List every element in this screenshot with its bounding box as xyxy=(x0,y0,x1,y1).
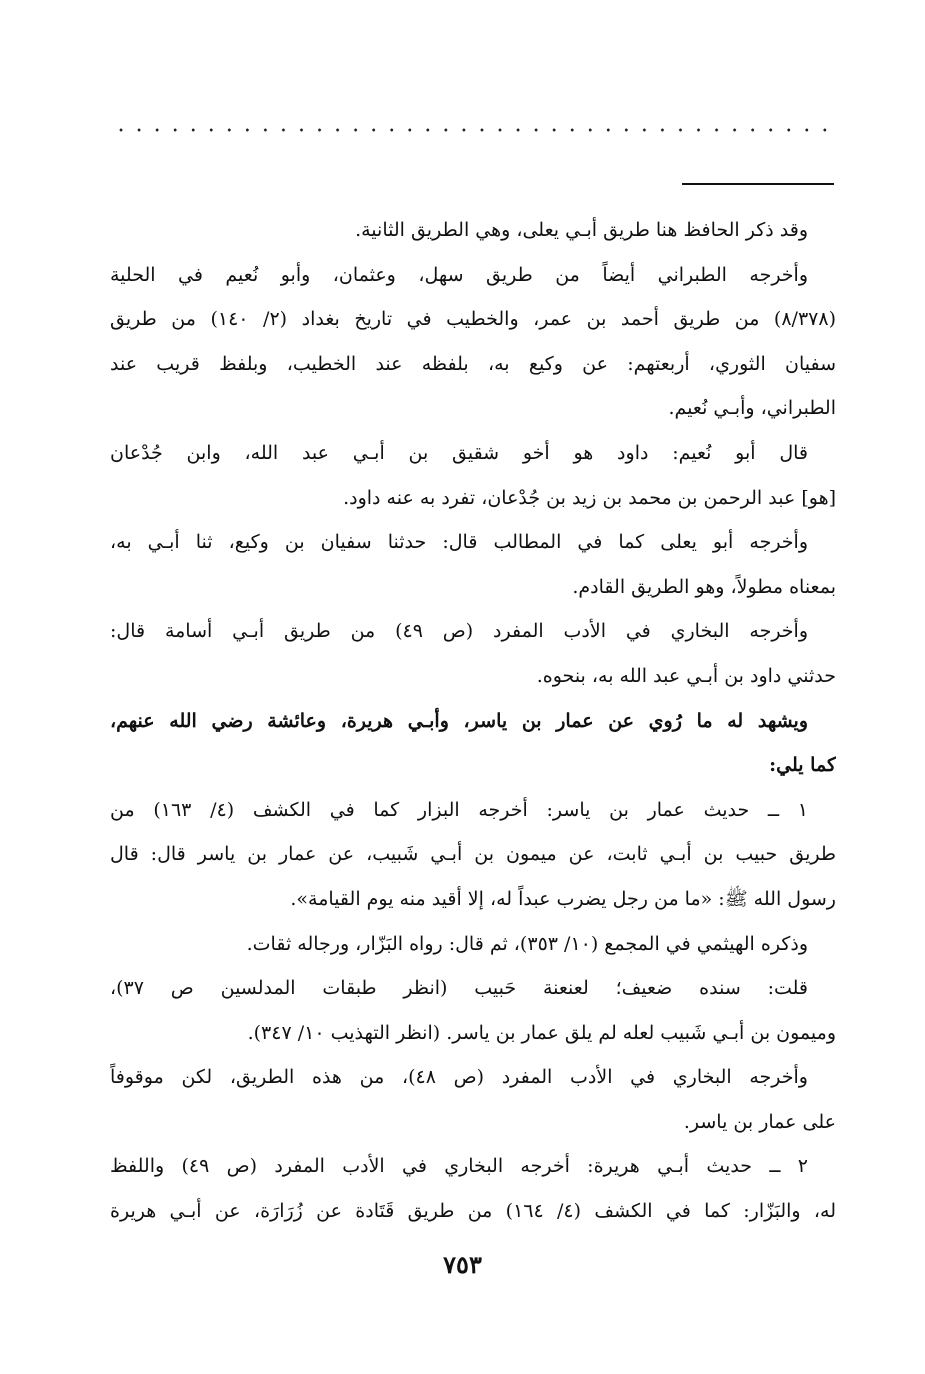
text-line: وأخرجه الطبراني أيضاً من طريق سهل، وعثمان، وأبو نُعيم في الحلية xyxy=(110,263,808,286)
text-line: (٨/٣٧٨) من طريق أحمد بن عمر، والخطيب في تاريخ بغداد (٢/ ١٤٠) من طريق xyxy=(110,308,836,331)
text-line: [هو] عبد الرحمن بن محمد بن زيد بن جُدْعان، تفرد به عنه داود. xyxy=(343,486,836,509)
text-line: على عمار بن ياسر. xyxy=(683,1110,836,1133)
text-line: قال أبو نُعيم: داود هو أخو شقيق بن أبـي عبد الله، وابن جُدْعان xyxy=(110,441,808,464)
text-line: وميمون بن أبـي شَبيب لعله لم يلق عمار بن ياسر. (انظر التهذيب ١٠/ ٣٤٧). xyxy=(247,1021,836,1044)
text-line: بمعناه مطولاً، وهو الطريق القادم. xyxy=(572,575,836,598)
text-line: سفيان الثوري، أربعتهم: عن وكيع به، بلفظه عند الخطيب، وبلفظ قريب عند xyxy=(110,352,836,375)
text-line: وقد ذكر الحافظ هنا طريق أبـي يعلى، وهي الطريق الثانية. xyxy=(355,219,808,241)
text-line: ١ ــ حديث عمار بن ياسر: أخرجه البزار كما في الكشف (٤/ ١٦٣) من xyxy=(110,798,808,821)
text-line: وأخرجه أبو يعلى كما في المطالب قال: حدثنا سفيان بن وكيع، ثنا أبـي به، xyxy=(110,531,808,554)
text-line: الطبراني، وأبـي نُعيم. xyxy=(668,397,836,420)
text-line: وذكره الهيثمي في المجمع (١٠/ ٣٥٣)، ثم قال: رواه البَزّار، ورجاله ثقات. xyxy=(246,932,808,955)
dotted-separator xyxy=(112,126,834,134)
text-line: له، والبَزّار: كما في الكشف (٤/ ١٦٤) من طريق قَتَادة عن زُرَارَة، عن أبـي هريرة xyxy=(110,1200,836,1223)
text-line: كما يلي: xyxy=(769,754,836,777)
text-line: رسول الله ﷺ: «ما من رجل يضرب عبداً له، إلا أقيد منه يوم القيامة». xyxy=(290,887,836,910)
text-line: وأخرجه البخاري في الأدب المفرد (ص ٤٩) من طريق أبـي أسامة قال: xyxy=(110,620,808,643)
text-line: ٢ ــ حديث أبـي هريرة: أخرجه البخاري في الأدب المفرد (ص ٤٩) واللفظ xyxy=(110,1155,808,1178)
text-line: طريق حبيب بن أبـي ثابت، عن ميمون بن أبـي شَبيب، عن عمار بن ياسر قال: قال xyxy=(110,843,836,866)
footnote-text xyxy=(110,208,836,1234)
text-line: ويشهد له ما رُوي عن عمار بن ياسر، وأبـي هريرة، وعائشة رضي الله عنهم، xyxy=(110,709,808,732)
page-number: ٧٥٣ xyxy=(443,1250,482,1279)
footnote-rule xyxy=(682,183,834,185)
text-line: قلت: سنده ضعيف؛ لعنعنة حَبيب (انظر طبقات المدلسين ص ٣٧)، xyxy=(110,977,808,1000)
text-line: حدثني داود بن أبـي عبد الله به، بنحوه. xyxy=(536,664,836,687)
text-line: وأخرجه البخاري في الأدب المفرد (ص ٤٨)، من هذه الطريق، لكن موقوفاً xyxy=(110,1066,808,1089)
